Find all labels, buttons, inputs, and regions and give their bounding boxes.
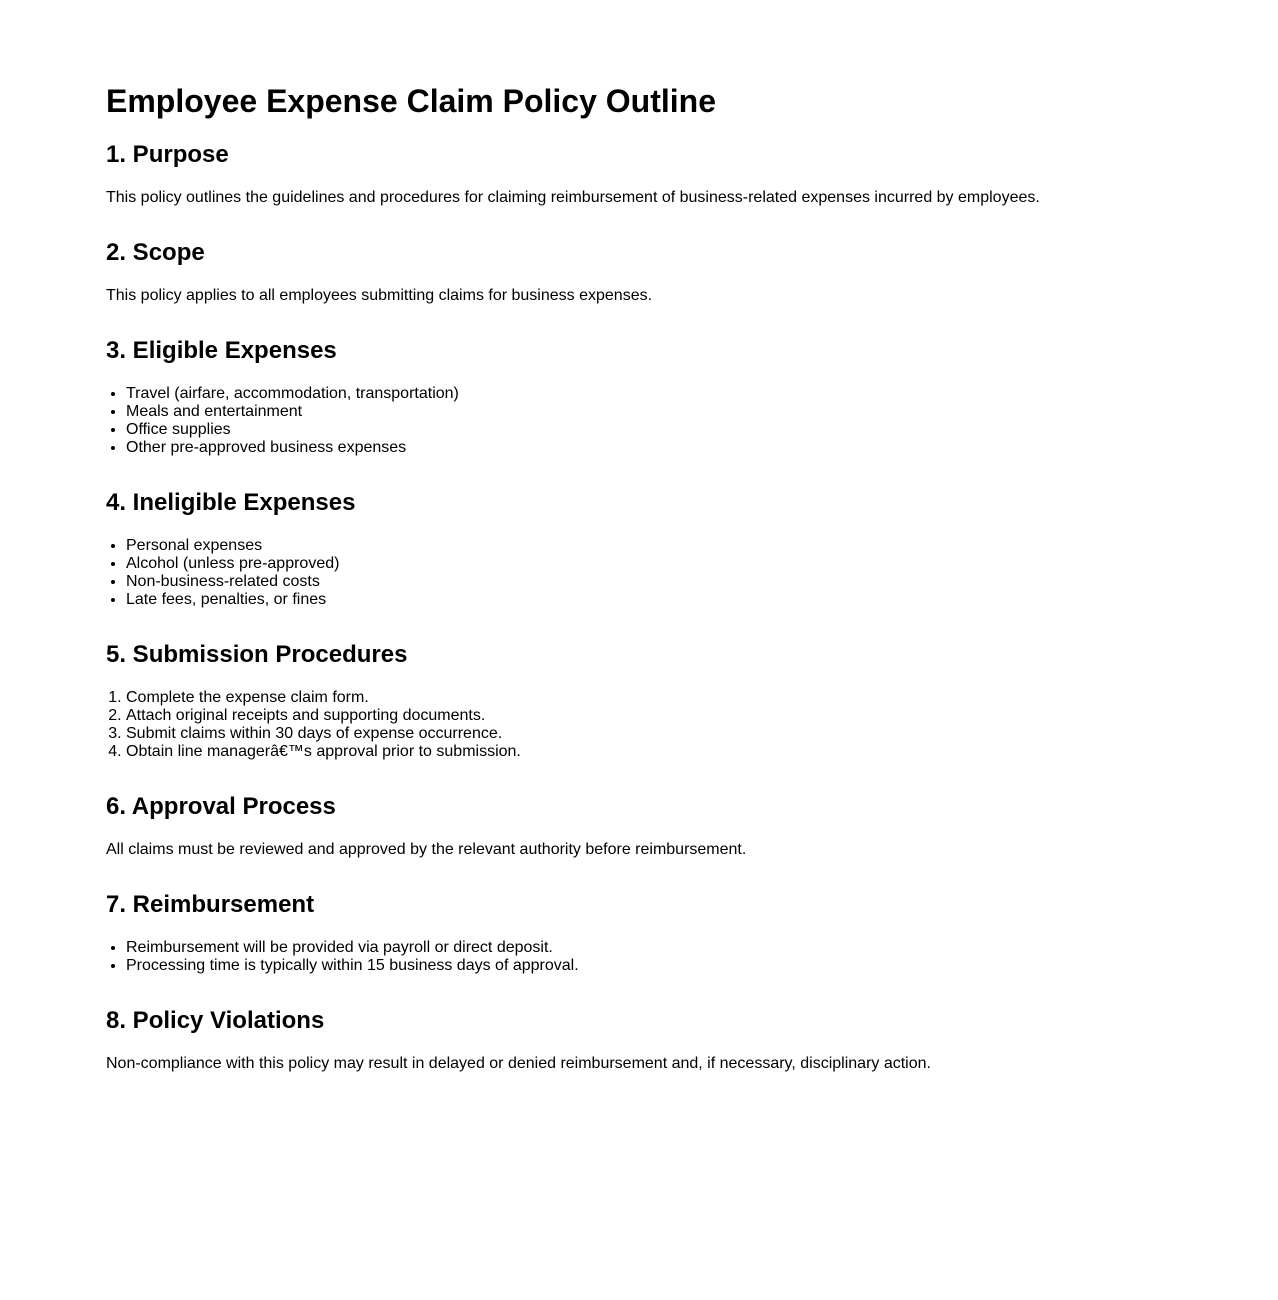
eligible-expenses-list bbox=[106, 385, 1278, 457]
section-ineligible-expenses bbox=[106, 489, 1278, 641]
list-item: • Other pre-approved business expenses bbox=[126, 439, 1278, 457]
section-reimbursement bbox=[106, 891, 1278, 1007]
section-submission-procedures bbox=[106, 641, 1278, 793]
list-item: • Personal expenses bbox=[126, 537, 1278, 555]
list-item: • Alcohol (unless pre-approved) bbox=[126, 555, 1278, 573]
list-item: 2. Attach original receipts and supporting documents. bbox=[126, 707, 1278, 725]
section-heading: 5. Submission Procedures bbox=[106, 641, 408, 668]
list-item: • Travel (airfare, accommodation, transportation) bbox=[126, 385, 1278, 403]
page-title: Employee Expense Claim Policy Outline bbox=[106, 83, 716, 119]
section-heading: 7. Reimbursement bbox=[106, 891, 315, 918]
section-purpose bbox=[106, 141, 1278, 239]
section-approval-process bbox=[106, 793, 1278, 891]
list-item: • Processing time is typically within 15 business days of approval. bbox=[126, 957, 1278, 975]
section-scope bbox=[106, 239, 1278, 337]
list-item: • Reimbursement will be provided via payroll or direct deposit. bbox=[126, 939, 1278, 957]
list-item: • Meals and entertainment bbox=[126, 403, 1278, 421]
section-text: This policy applies to all employees submitting claims for business expenses. bbox=[106, 287, 653, 304]
section-text: This policy outlines the guidelines and procedures for claiming reimbursement of business-related expenses incurred by employees. bbox=[106, 189, 1040, 206]
section-eligible-expenses bbox=[106, 337, 1278, 489]
section-heading: 6. Approval Process bbox=[106, 793, 336, 820]
reimbursement-list bbox=[106, 939, 1278, 975]
section-heading: 1. Purpose bbox=[106, 141, 229, 168]
list-item: 1. Complete the expense claim form. bbox=[126, 689, 1278, 707]
section-text: All claims must be reviewed and approved by the relevant authority before reimbursement. bbox=[106, 841, 747, 858]
list-item: • Office supplies bbox=[126, 421, 1278, 439]
section-policy-violations bbox=[106, 1007, 1278, 1105]
list-item: 4. Obtain line managerâ€™s approval prior to submission. bbox=[126, 743, 1278, 761]
section-heading: 3. Eligible Expenses bbox=[106, 337, 337, 364]
section-heading: 2. Scope bbox=[106, 239, 205, 266]
list-item: • Non-business-related costs bbox=[126, 573, 1278, 591]
list-item: 3. Submit claims within 30 days of expense occurrence. bbox=[126, 725, 1278, 743]
list-item: • Late fees, penalties, or fines bbox=[126, 591, 1278, 609]
section-heading: 4. Ineligible Expenses bbox=[106, 489, 356, 516]
section-text: Non-compliance with this policy may result in delayed or denied reimbursement and, if necessary, disciplinary action. bbox=[106, 1055, 931, 1072]
ineligible-expenses-list bbox=[106, 537, 1278, 609]
section-heading: 8. Policy Violations bbox=[106, 1007, 325, 1034]
submission-steps-list bbox=[106, 689, 1278, 761]
